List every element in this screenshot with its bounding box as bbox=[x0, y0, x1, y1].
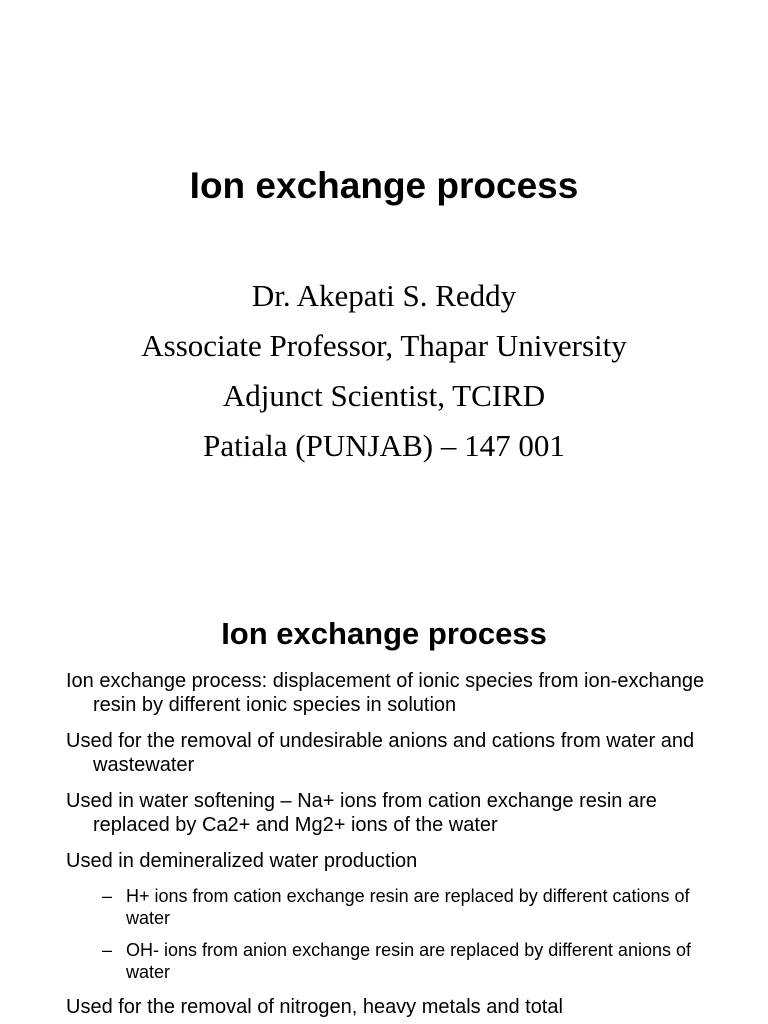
sub-bullet-text: OH- ions from anion exchange resin are replaced by different anions of water bbox=[126, 940, 691, 982]
dash-marker: – bbox=[102, 886, 113, 906]
author-affiliation: Adjunct Scientist, TCIRD bbox=[222, 378, 546, 413]
sub-bullet-text: H+ ions from cation exchange resin are replaced by different cations of water bbox=[126, 886, 690, 928]
bullet-item: Used for the removal of undesirable anions and cations from water and wastewater bbox=[66, 730, 695, 776]
slide-content-heading: Ion exchange process bbox=[221, 616, 547, 651]
author-info bbox=[0, 274, 768, 474]
bullet-item: Used in demineralized water production bbox=[66, 850, 418, 872]
bullet-list bbox=[66, 669, 706, 1024]
bullet-item: Used in water softening – Na+ ions from cation exchange resin are replaced by Ca2+ and Mg2+ ions of the water bbox=[66, 790, 657, 836]
author-location: Patiala (PUNJAB) – 147 001 bbox=[203, 428, 565, 463]
author-name: Dr. Akepati S. Reddy bbox=[251, 278, 517, 313]
dash-marker: – bbox=[102, 940, 113, 960]
bullet-item: Used for the removal of nitrogen, heavy metals and total bbox=[66, 996, 563, 1018]
sub-bullet-group bbox=[66, 885, 706, 983]
author-position: Associate Professor, Thapar University bbox=[141, 328, 627, 363]
bullet-item: Ion exchange process: displacement of ionic species from ion-exchange resin by different ionic species in solution bbox=[66, 670, 705, 716]
sub-bullet-list bbox=[66, 885, 706, 983]
sub-bullet-item bbox=[102, 939, 706, 983]
slide-content bbox=[0, 512, 768, 1024]
slide-title-heading: Ion exchange process bbox=[189, 165, 579, 206]
sub-bullet-item bbox=[102, 885, 706, 929]
